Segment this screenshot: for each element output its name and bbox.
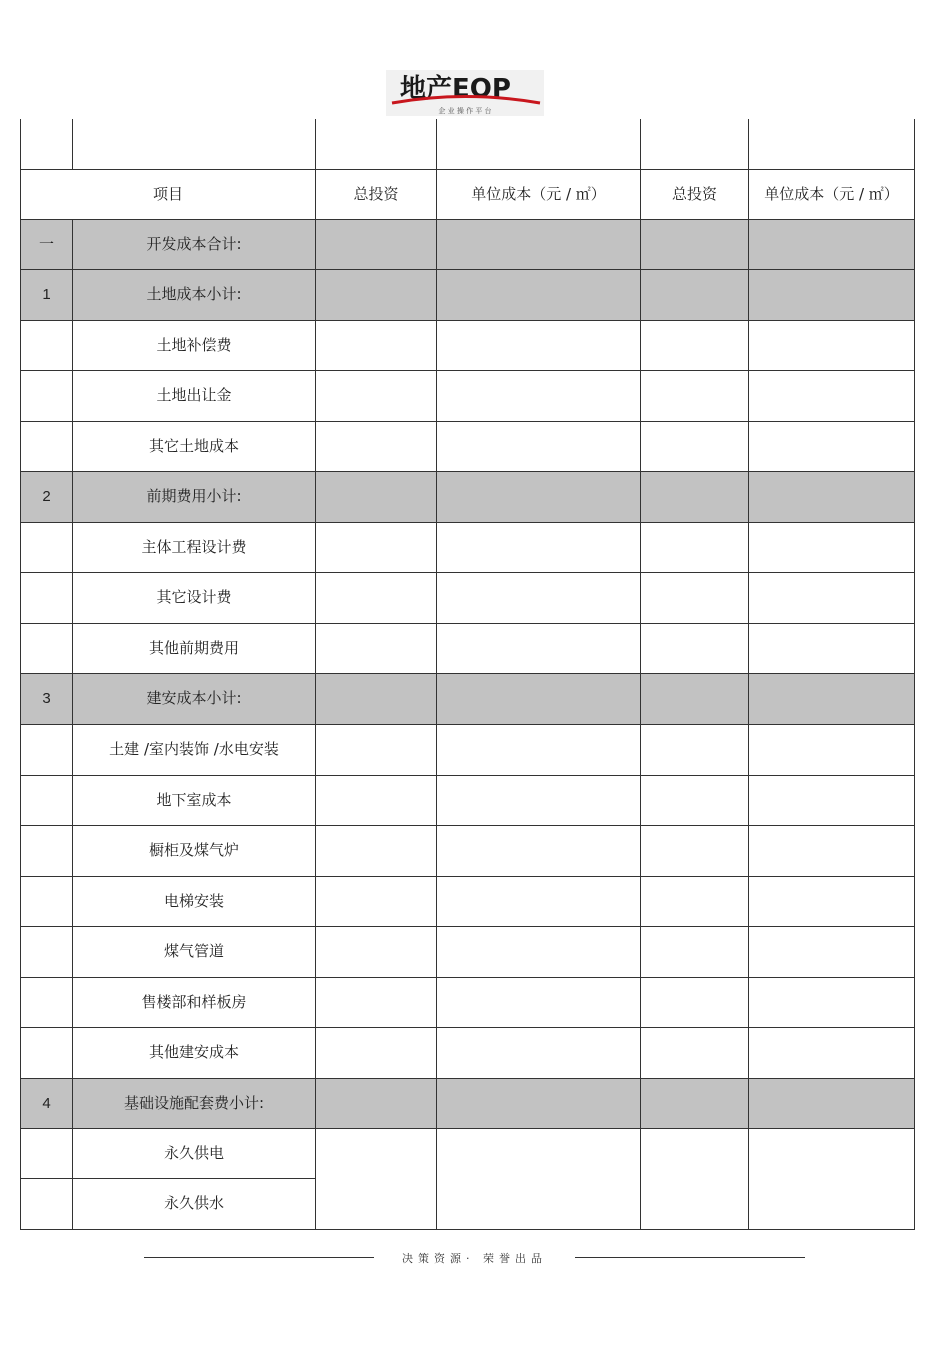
value-cell (749, 977, 915, 1027)
value-cell (316, 1078, 437, 1128)
value-cell (641, 673, 749, 724)
value-cell (437, 926, 641, 977)
value-cell (437, 876, 641, 926)
value-cell (641, 471, 749, 522)
value-cell (641, 1027, 749, 1078)
value-cell (749, 926, 915, 977)
table-row (21, 219, 915, 269)
value-cell (749, 825, 915, 876)
row-number (21, 522, 73, 572)
row-item-name: 前期费用小计: (73, 471, 316, 522)
row-item-name: 其它设计费 (73, 572, 316, 623)
value-cell (316, 320, 437, 370)
value-cell (437, 269, 641, 320)
value-cell (641, 977, 749, 1027)
table-row (21, 370, 915, 421)
value-cell (641, 572, 749, 623)
row-item-name: 售楼部和样板房 (73, 977, 316, 1027)
blank-cell (21, 119, 73, 169)
value-cell (749, 623, 915, 673)
cost-table (20, 119, 915, 1230)
row-item-name: 主体工程设计费 (73, 522, 316, 572)
table-row (21, 673, 915, 724)
value-cell (316, 522, 437, 572)
blank-cell (641, 119, 749, 169)
footer-text: 决策资源· 荣誉出品 (402, 1252, 547, 1265)
table-row (21, 977, 915, 1027)
value-cell (437, 1078, 641, 1128)
value-cell (437, 724, 641, 775)
header-item: 项目 (21, 169, 316, 219)
row-number (21, 977, 73, 1027)
value-cell (641, 876, 749, 926)
row-number (21, 1128, 73, 1178)
row-item-name: 其他建安成本 (73, 1027, 316, 1078)
value-cell (749, 1027, 915, 1078)
value-cell (437, 1128, 641, 1229)
table-row (21, 572, 915, 623)
value-cell (749, 269, 915, 320)
value-cell (316, 623, 437, 673)
value-cell (316, 219, 437, 269)
value-cell (641, 825, 749, 876)
value-cell (641, 623, 749, 673)
table-row (21, 320, 915, 370)
value-cell (316, 775, 437, 825)
row-number (21, 926, 73, 977)
footer-divider-right (575, 1257, 805, 1258)
value-cell (641, 370, 749, 421)
row-item-name: 土建 /室内装饰 /水电安装 (73, 724, 316, 775)
value-cell (316, 1128, 437, 1229)
value-cell (641, 269, 749, 320)
row-item-name: 其它土地成本 (73, 421, 316, 471)
row-number (21, 775, 73, 825)
row-item-name: 土地成本小计: (73, 269, 316, 320)
row-number (21, 623, 73, 673)
value-cell (437, 775, 641, 825)
table-row (21, 471, 915, 522)
table-row (21, 724, 915, 775)
value-cell (749, 572, 915, 623)
value-cell (437, 522, 641, 572)
value-cell (749, 724, 915, 775)
value-cell (749, 320, 915, 370)
value-cell (437, 825, 641, 876)
blank-cell (437, 119, 641, 169)
value-cell (316, 572, 437, 623)
row-item-name: 其他前期费用 (73, 623, 316, 673)
row-item-name: 土地补偿费 (73, 320, 316, 370)
table-top-blank-row (21, 119, 915, 169)
value-cell (749, 673, 915, 724)
value-cell (641, 320, 749, 370)
table-row (21, 623, 915, 673)
value-cell (316, 673, 437, 724)
value-cell (641, 421, 749, 471)
value-cell (437, 471, 641, 522)
table-row (21, 269, 915, 320)
value-cell (641, 775, 749, 825)
row-item-name: 煤气管道 (73, 926, 316, 977)
footer-divider-left (144, 1257, 374, 1258)
value-cell (316, 876, 437, 926)
header-unit-cost-2: 单位成本（元 / ㎡） (749, 169, 915, 219)
row-number: 一 (21, 219, 73, 269)
value-cell (437, 572, 641, 623)
value-cell (641, 1128, 749, 1229)
row-item-name: 基础设施配套费小计: (73, 1078, 316, 1128)
row-number: 2 (21, 471, 73, 522)
row-item-name: 地下室成本 (73, 775, 316, 825)
value-cell (316, 724, 437, 775)
row-item-name: 永久供电 (73, 1128, 316, 1178)
blank-cell (73, 119, 316, 169)
row-number: 3 (21, 673, 73, 724)
table-row (21, 522, 915, 572)
value-cell (437, 1027, 641, 1078)
header-unit-cost-1: 单位成本（元 / ㎡） (437, 169, 641, 219)
value-cell (641, 724, 749, 775)
value-cell (437, 623, 641, 673)
logo-sub-text: 企 业 操 作 平 台 (438, 107, 492, 115)
table-header-row (21, 169, 915, 219)
row-number: 1 (21, 269, 73, 320)
value-cell (437, 977, 641, 1027)
header-total-investment-1: 总投资 (316, 169, 437, 219)
row-number (21, 876, 73, 926)
value-cell (749, 522, 915, 572)
value-cell (749, 1078, 915, 1128)
value-cell (437, 673, 641, 724)
value-cell (749, 370, 915, 421)
value-cell (316, 269, 437, 320)
value-cell (316, 370, 437, 421)
table-row (21, 421, 915, 471)
value-cell (316, 471, 437, 522)
table-row (21, 825, 915, 876)
row-item-name: 开发成本合计: (73, 219, 316, 269)
value-cell (641, 926, 749, 977)
table-row (21, 1027, 915, 1078)
value-cell (749, 775, 915, 825)
row-number (21, 421, 73, 471)
row-number (21, 320, 73, 370)
row-number: 4 (21, 1078, 73, 1128)
row-number (21, 1178, 73, 1229)
row-number (21, 1027, 73, 1078)
row-item-name: 电梯安装 (73, 876, 316, 926)
row-item-name: 橱柜及煤气炉 (73, 825, 316, 876)
header-total-investment-2: 总投资 (641, 169, 749, 219)
value-cell (749, 421, 915, 471)
value-cell (316, 926, 437, 977)
table-row (21, 775, 915, 825)
logo-main-text: 地产EOP (400, 74, 511, 104)
value-cell (316, 1027, 437, 1078)
value-cell (316, 421, 437, 471)
table-row (21, 1078, 915, 1128)
row-number (21, 825, 73, 876)
value-cell (437, 320, 641, 370)
value-cell (437, 219, 641, 269)
row-number (21, 572, 73, 623)
value-cell (316, 977, 437, 1027)
blank-cell (316, 119, 437, 169)
value-cell (641, 1078, 749, 1128)
row-number (21, 724, 73, 775)
row-item-name: 土地出让金 (73, 370, 316, 421)
value-cell (641, 522, 749, 572)
page-footer (0, 1248, 950, 1268)
value-cell (749, 471, 915, 522)
value-cell (749, 876, 915, 926)
value-cell (437, 370, 641, 421)
row-number (21, 370, 73, 421)
table-row (21, 876, 915, 926)
table-row (21, 926, 915, 977)
table-row (21, 1128, 915, 1178)
value-cell (641, 219, 749, 269)
blank-cell (749, 119, 915, 169)
row-item-name: 永久供水 (73, 1178, 316, 1229)
logo (386, 70, 544, 116)
logo-graphic (386, 70, 544, 116)
value-cell (749, 1128, 915, 1229)
value-cell (749, 219, 915, 269)
value-cell (437, 421, 641, 471)
value-cell (316, 825, 437, 876)
row-item-name: 建安成本小计: (73, 673, 316, 724)
